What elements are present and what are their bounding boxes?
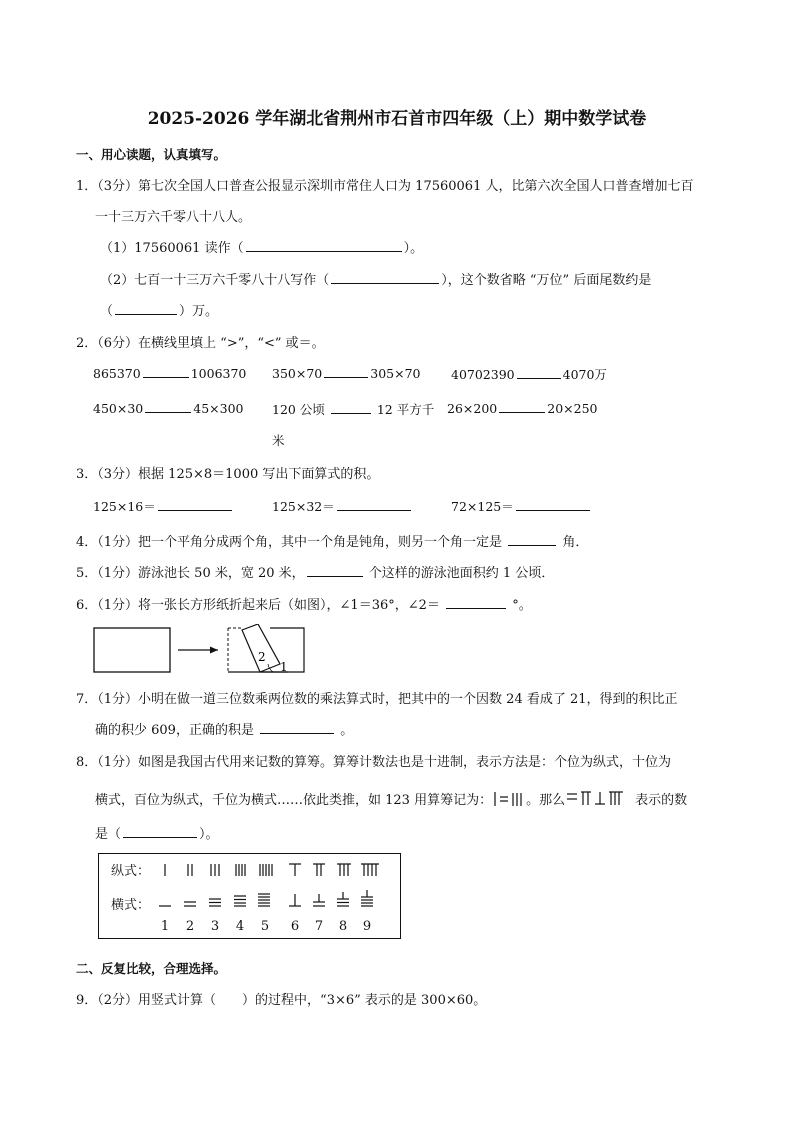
q2-r1-c2 <box>272 365 421 381</box>
q3-blank-2[interactable] <box>337 498 411 511</box>
q6-blank[interactable] <box>446 596 506 609</box>
q1-part1 <box>100 237 423 256</box>
q2-r1-c3 <box>451 365 607 383</box>
q2-r1-c1 <box>93 365 246 381</box>
rod-numeral-glyphs <box>99 854 399 938</box>
q4-text-a: 4．（1分）把一个平角分成两个角，其中一个角是钝角，则另一个角一定是 <box>76 535 503 550</box>
q1-part3-blank[interactable] <box>115 302 177 315</box>
digit-label-5: 5 <box>260 919 270 934</box>
section-1-heading: 一、用心读题，认真填写。 <box>76 147 227 162</box>
horizontal-rod-4-icon <box>234 896 246 906</box>
horizontal-rod-7-icon <box>313 894 325 906</box>
q8-line2 <box>95 789 687 808</box>
q9-text-b: ）的过程中，“3×6” 表示的是 300×60。 <box>242 993 487 1008</box>
q2-r1-left1: 865370 <box>93 366 141 381</box>
q2-r2-c3 <box>447 400 598 416</box>
q2-r2-c2 <box>272 400 434 418</box>
q3-item-3 <box>451 497 592 515</box>
q1-line2: 一十三万六千零八十八人。 <box>95 210 252 225</box>
q9 <box>76 989 486 1008</box>
q2-r1-left3: 40702390 <box>451 367 515 382</box>
q8-blank[interactable] <box>123 825 197 838</box>
q1-part2-text-a: （2）七百一十三万六千零八十八写作（ <box>100 273 330 288</box>
q6-rectangle-original <box>94 628 170 672</box>
digit-label-6: 6 <box>290 919 300 934</box>
horizontal-form-label: 横式： <box>111 898 151 913</box>
q3-item-2 <box>272 497 413 515</box>
vertical-form-label: 纵式： <box>111 864 151 879</box>
horizontal-rod-3-icon <box>209 899 221 906</box>
q1-part3 <box>100 300 218 319</box>
digit-label-3: 3 <box>210 919 220 934</box>
q2-r1-right3: 4070万 <box>562 367 607 382</box>
q3-heading: 3．（3分）根据 125×8＝1000 写出下面算式的积。 <box>76 467 380 482</box>
q7-line1: 7．（1分）小明在做一道三位数乘两位数的乘法算式时，把其中的一个因数 24 看成了 21，得到的积比正 <box>76 692 678 707</box>
vertical-rod-8-icon <box>337 864 351 876</box>
q4 <box>76 531 588 550</box>
q3-blank-3[interactable] <box>516 498 590 511</box>
q2-r2-wrap: 米 <box>272 433 285 448</box>
rod-numeral-table <box>98 853 401 939</box>
q8-text-e: ）。 <box>199 827 219 842</box>
horizontal-rod-8-icon <box>337 892 349 906</box>
digit-label-9: 9 <box>362 919 372 934</box>
section-2-heading: 二、反复比较，合理选择。 <box>76 961 227 976</box>
digit-label-7: 7 <box>314 919 324 934</box>
rod-numeral-123-icon <box>492 791 526 807</box>
q2-r2-left3: 26×200 <box>447 401 498 416</box>
q6-text-b: °。 <box>512 598 532 613</box>
q8-line1: 8．（1分）如图是我国古代用来记数的算筹。算筹计数法也是十进制，表示方法是：个位为纵式，十位为 <box>76 755 672 770</box>
q7-text-a: 确的积少 609，正确的积是 <box>95 723 254 738</box>
q1-part1-text-a: （1）17560061 读作（ <box>100 241 244 256</box>
q2-r1-right1: 1006370 <box>190 366 247 381</box>
q9-text-a: 9．（2分）用竖式计算（ <box>76 993 217 1008</box>
q1-part3-text-b: ）万。 <box>179 304 219 319</box>
q1-part2 <box>100 269 651 288</box>
vertical-rod-2-icon <box>188 864 192 876</box>
digit-label-1: 1 <box>160 919 170 934</box>
q1-part1-text-b: ）。 <box>403 241 424 256</box>
page-title: 2025-2026 学年湖北省荆州市石首市四年级（上）期中数学试卷 <box>147 109 647 129</box>
vertical-rod-7-icon <box>313 864 325 876</box>
q1-part2-blank[interactable] <box>331 271 439 284</box>
horizontal-rod-5-icon <box>258 894 270 906</box>
q2-r2-left1: 450×30 <box>93 401 144 416</box>
q5 <box>76 562 554 581</box>
q6 <box>76 594 532 613</box>
q1-part1-blank[interactable] <box>246 239 402 252</box>
q6-arrow-head <box>210 647 218 654</box>
q8-text-b: 。那么 <box>526 793 566 808</box>
vertical-rod-3-icon <box>211 864 219 876</box>
horizontal-rod-6-icon <box>289 894 301 906</box>
rod-numeral-question-icon <box>565 789 635 807</box>
q6-angle-label-1: 1 <box>280 660 288 674</box>
q7-line2 <box>95 719 353 738</box>
q3-item-2-text: 125×32＝ <box>272 499 335 514</box>
q1-part3-text-a: （ <box>100 304 114 319</box>
q5-text-a: 5．（1分）游泳池长 50 米，宽 20 米， <box>76 566 305 581</box>
q2-heading: 2．（6分）在横线里填上 “>”，“<” 或＝。 <box>76 336 325 351</box>
q2-blank-5[interactable] <box>331 401 371 414</box>
q2-blank-4[interactable] <box>145 400 191 413</box>
q6-text-a: 6．（1分）将一张长方形纸折起来后（如图），∠1＝36°，∠2＝ <box>76 598 440 613</box>
q2-r1-left2: 350×70 <box>272 366 323 381</box>
q2-blank-3[interactable] <box>517 366 561 379</box>
vertical-rod-4-icon <box>236 864 245 876</box>
q8-text-a: 横式，百位为纵式，千位为横式……依此类推，如 123 用算筹记为： <box>95 793 493 808</box>
q2-blank-1[interactable] <box>143 365 189 378</box>
q2-r2-c1 <box>93 400 244 416</box>
q4-text-b: 角． <box>562 535 589 550</box>
q6-folded-paper-figure <box>92 624 307 676</box>
q1-part2-text-b: ），这个数省略 “万位” 后面尾数约是 <box>441 273 652 288</box>
q5-text-b: 个这样的游泳池面积约 1 公顷． <box>368 566 555 581</box>
vertical-rod-5-icon <box>260 864 272 876</box>
vertical-rod-6-icon <box>289 864 301 876</box>
q6-angle-label-2: 2 <box>258 650 266 664</box>
vertical-rod-9-icon <box>361 864 379 876</box>
digit-label-4: 4 <box>235 919 245 934</box>
q2-r2-right3: 20×250 <box>547 401 598 416</box>
q3-item-1-text: 125×16＝ <box>93 499 156 514</box>
q3-item-1 <box>93 497 234 515</box>
q8-line3 <box>95 823 219 842</box>
q8-text-c: 表示的数 <box>635 793 688 808</box>
q2-r2-right2: 12 平方千 <box>376 402 435 417</box>
q2-r2-left2: 120 公顷 <box>272 402 325 417</box>
q7-text-b: 。 <box>340 723 354 738</box>
q4-blank[interactable] <box>508 533 556 546</box>
q5-blank[interactable] <box>307 564 363 577</box>
horizontal-rod-9-icon <box>361 890 373 906</box>
digit-label-8: 8 <box>338 919 348 934</box>
q6-folded-flap <box>242 624 280 672</box>
q8-text-d: 是（ <box>95 827 122 842</box>
horizontal-rod-2-icon <box>184 902 196 906</box>
q2-r1-right2: 305×70 <box>370 366 421 381</box>
digit-label-2: 2 <box>185 919 195 934</box>
q3-item-3-text: 72×125＝ <box>451 499 514 514</box>
q3-blank-1[interactable] <box>158 498 232 511</box>
q7-blank[interactable] <box>260 721 334 734</box>
q2-blank-6[interactable] <box>499 400 545 413</box>
q2-r2-right1: 45×300 <box>193 401 244 416</box>
q2-blank-2[interactable] <box>324 365 368 378</box>
q1-line1: 1．（3分）第七次全国人口普查公报显示深圳市常住人口为 17560061 人，比第六次全国人口普查增加七百 <box>76 179 694 194</box>
